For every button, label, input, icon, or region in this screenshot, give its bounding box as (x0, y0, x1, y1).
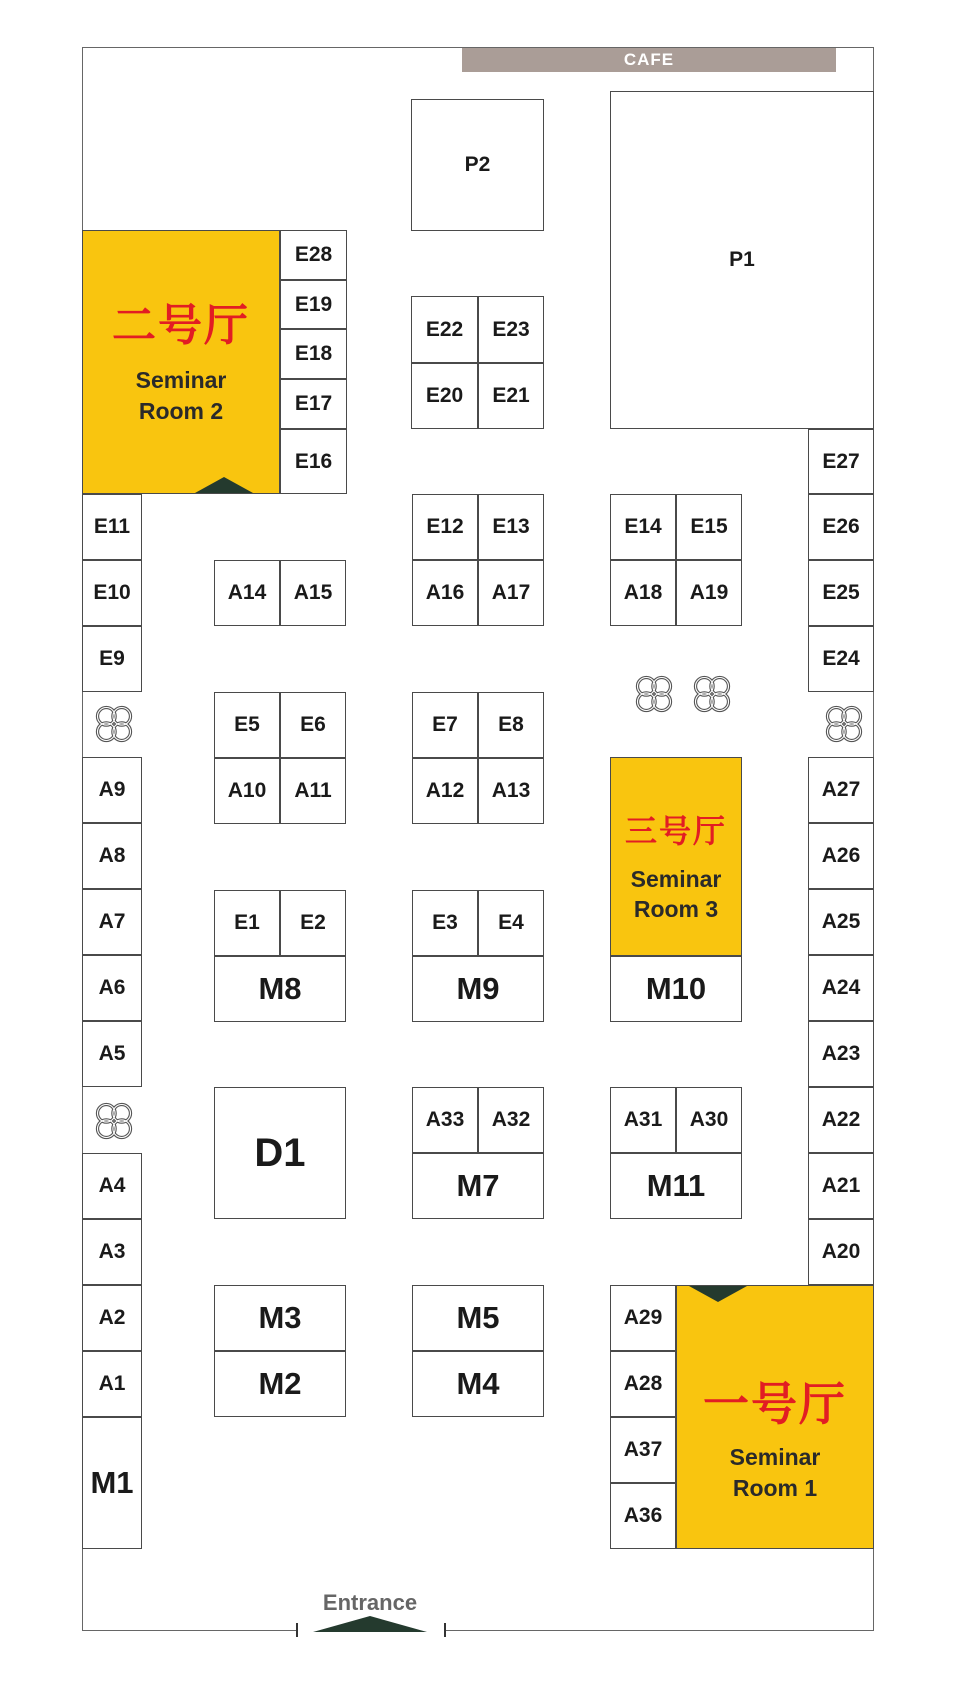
booth-e18[interactable]: E18 (280, 329, 347, 379)
booth-e10[interactable]: E10 (82, 560, 142, 626)
booth-e23[interactable]: E23 (478, 296, 544, 363)
booth-e5[interactable]: E5 (214, 692, 280, 758)
room-3-name-line1: Seminar (630, 866, 722, 892)
room-2-door-arrow-icon (195, 477, 253, 493)
booth-e8[interactable]: E8 (478, 692, 544, 758)
booth-a37[interactable]: A37 (610, 1417, 676, 1483)
booth-e16[interactable]: E16 (280, 429, 347, 494)
entrance-label: Entrance (322, 1590, 418, 1615)
room-2-name-line1: Seminar (135, 367, 227, 393)
room-1-name-line1: Seminar (729, 1444, 821, 1470)
booth-a29[interactable]: A29 (610, 1285, 676, 1351)
room-1-chinese-name: 一号厅 (703, 1377, 847, 1431)
booth-e21[interactable]: E21 (478, 363, 544, 429)
booth-m2[interactable]: M2 (214, 1351, 346, 1417)
booth-a4[interactable]: A4 (82, 1153, 142, 1219)
booth-m4[interactable]: M4 (412, 1351, 544, 1417)
booth-a15[interactable]: A15 (280, 560, 346, 626)
booth-p2[interactable]: P2 (411, 99, 544, 231)
seminar-room-1[interactable] (676, 1285, 874, 1549)
booth-e27[interactable]: E27 (808, 429, 874, 494)
booth-e2[interactable]: E2 (280, 890, 346, 956)
booth-e28[interactable]: E28 (280, 230, 347, 280)
booth-a25[interactable]: A25 (808, 889, 874, 955)
booth-a21[interactable]: A21 (808, 1153, 874, 1219)
knot-icon (822, 702, 866, 746)
cafe-label: CAFE (623, 50, 675, 69)
room-2-chinese-name: 二号厅 (112, 300, 250, 351)
booth-p1[interactable]: P1 (610, 91, 874, 429)
booth-a28[interactable]: A28 (610, 1351, 676, 1417)
booth-a9[interactable]: A9 (82, 757, 142, 823)
booth-e1[interactable]: E1 (214, 890, 280, 956)
booth-e26[interactable]: E26 (808, 494, 874, 560)
booth-a12[interactable]: A12 (412, 758, 478, 824)
entrance-post-right (444, 1623, 446, 1637)
booth-a20[interactable]: A20 (808, 1219, 874, 1285)
booth-a11[interactable]: A11 (280, 758, 346, 824)
booth-a14[interactable]: A14 (214, 560, 280, 626)
booth-m8[interactable]: M8 (214, 956, 346, 1022)
seminar-room-3[interactable] (610, 757, 742, 956)
booth-a27[interactable]: A27 (808, 757, 874, 823)
entrance-arrow-icon (313, 1616, 427, 1632)
booth-a32[interactable]: A32 (478, 1087, 544, 1153)
entrance-post-left (296, 1623, 298, 1637)
booth-e7[interactable]: E7 (412, 692, 478, 758)
booth-d1[interactable]: D1 (214, 1087, 346, 1219)
booth-a3[interactable]: A3 (82, 1219, 142, 1285)
booth-e3[interactable]: E3 (412, 890, 478, 956)
booth-a13[interactable]: A13 (478, 758, 544, 824)
booth-a24[interactable]: A24 (808, 955, 874, 1021)
booth-e14[interactable]: E14 (610, 494, 676, 560)
booth-e4[interactable]: E4 (478, 890, 544, 956)
booth-e19[interactable]: E19 (280, 280, 347, 329)
booth-e15[interactable]: E15 (676, 494, 742, 560)
booth-a5[interactable]: A5 (82, 1021, 142, 1087)
booth-a16[interactable]: A16 (412, 560, 478, 626)
booth-e20[interactable]: E20 (411, 363, 478, 429)
room-2-name-line2: Room 2 (138, 398, 224, 424)
booth-a17[interactable]: A17 (478, 560, 544, 626)
room-3-name-line2: Room 3 (633, 896, 719, 922)
booth-m1[interactable]: M1 (82, 1417, 142, 1549)
booth-m10[interactable]: M10 (610, 956, 742, 1022)
room-1-name-line2: Room 1 (732, 1475, 818, 1501)
booth-a23[interactable]: A23 (808, 1021, 874, 1087)
booth-e9[interactable]: E9 (82, 626, 142, 692)
cafe-bar[interactable] (462, 48, 836, 72)
booth-a30[interactable]: A30 (676, 1087, 742, 1153)
booth-a2[interactable]: A2 (82, 1285, 142, 1351)
booth-m7[interactable]: M7 (412, 1153, 544, 1219)
booth-e11[interactable]: E11 (82, 494, 142, 560)
booth-e25[interactable]: E25 (808, 560, 874, 626)
booth-e22[interactable]: E22 (411, 296, 478, 363)
booth-a33[interactable]: A33 (412, 1087, 478, 1153)
booth-a19[interactable]: A19 (676, 560, 742, 626)
seminar-room-2[interactable] (82, 230, 280, 494)
knot-icon (632, 672, 676, 716)
booth-a8[interactable]: A8 (82, 823, 142, 889)
booth-e6[interactable]: E6 (280, 692, 346, 758)
booth-m9[interactable]: M9 (412, 956, 544, 1022)
booth-e24[interactable]: E24 (808, 626, 874, 692)
booth-m11[interactable]: M11 (610, 1153, 742, 1219)
booth-m5[interactable]: M5 (412, 1285, 544, 1351)
booth-e13[interactable]: E13 (478, 494, 544, 560)
booth-a26[interactable]: A26 (808, 823, 874, 889)
knot-icon (92, 1099, 136, 1143)
booth-a18[interactable]: A18 (610, 560, 676, 626)
room-1-door-arrow-icon (689, 1286, 747, 1302)
booth-e17[interactable]: E17 (280, 379, 347, 429)
booth-a10[interactable]: A10 (214, 758, 280, 824)
booth-a36[interactable]: A36 (610, 1483, 676, 1549)
knot-icon (690, 672, 734, 716)
booth-a31[interactable]: A31 (610, 1087, 676, 1153)
booth-a22[interactable]: A22 (808, 1087, 874, 1153)
booth-a6[interactable]: A6 (82, 955, 142, 1021)
room-3-chinese-name: 三号厅 (624, 812, 727, 850)
booth-a1[interactable]: A1 (82, 1351, 142, 1417)
booth-a7[interactable]: A7 (82, 889, 142, 955)
booth-m3[interactable]: M3 (214, 1285, 346, 1351)
knot-icon (92, 702, 136, 746)
booth-e12[interactable]: E12 (412, 494, 478, 560)
